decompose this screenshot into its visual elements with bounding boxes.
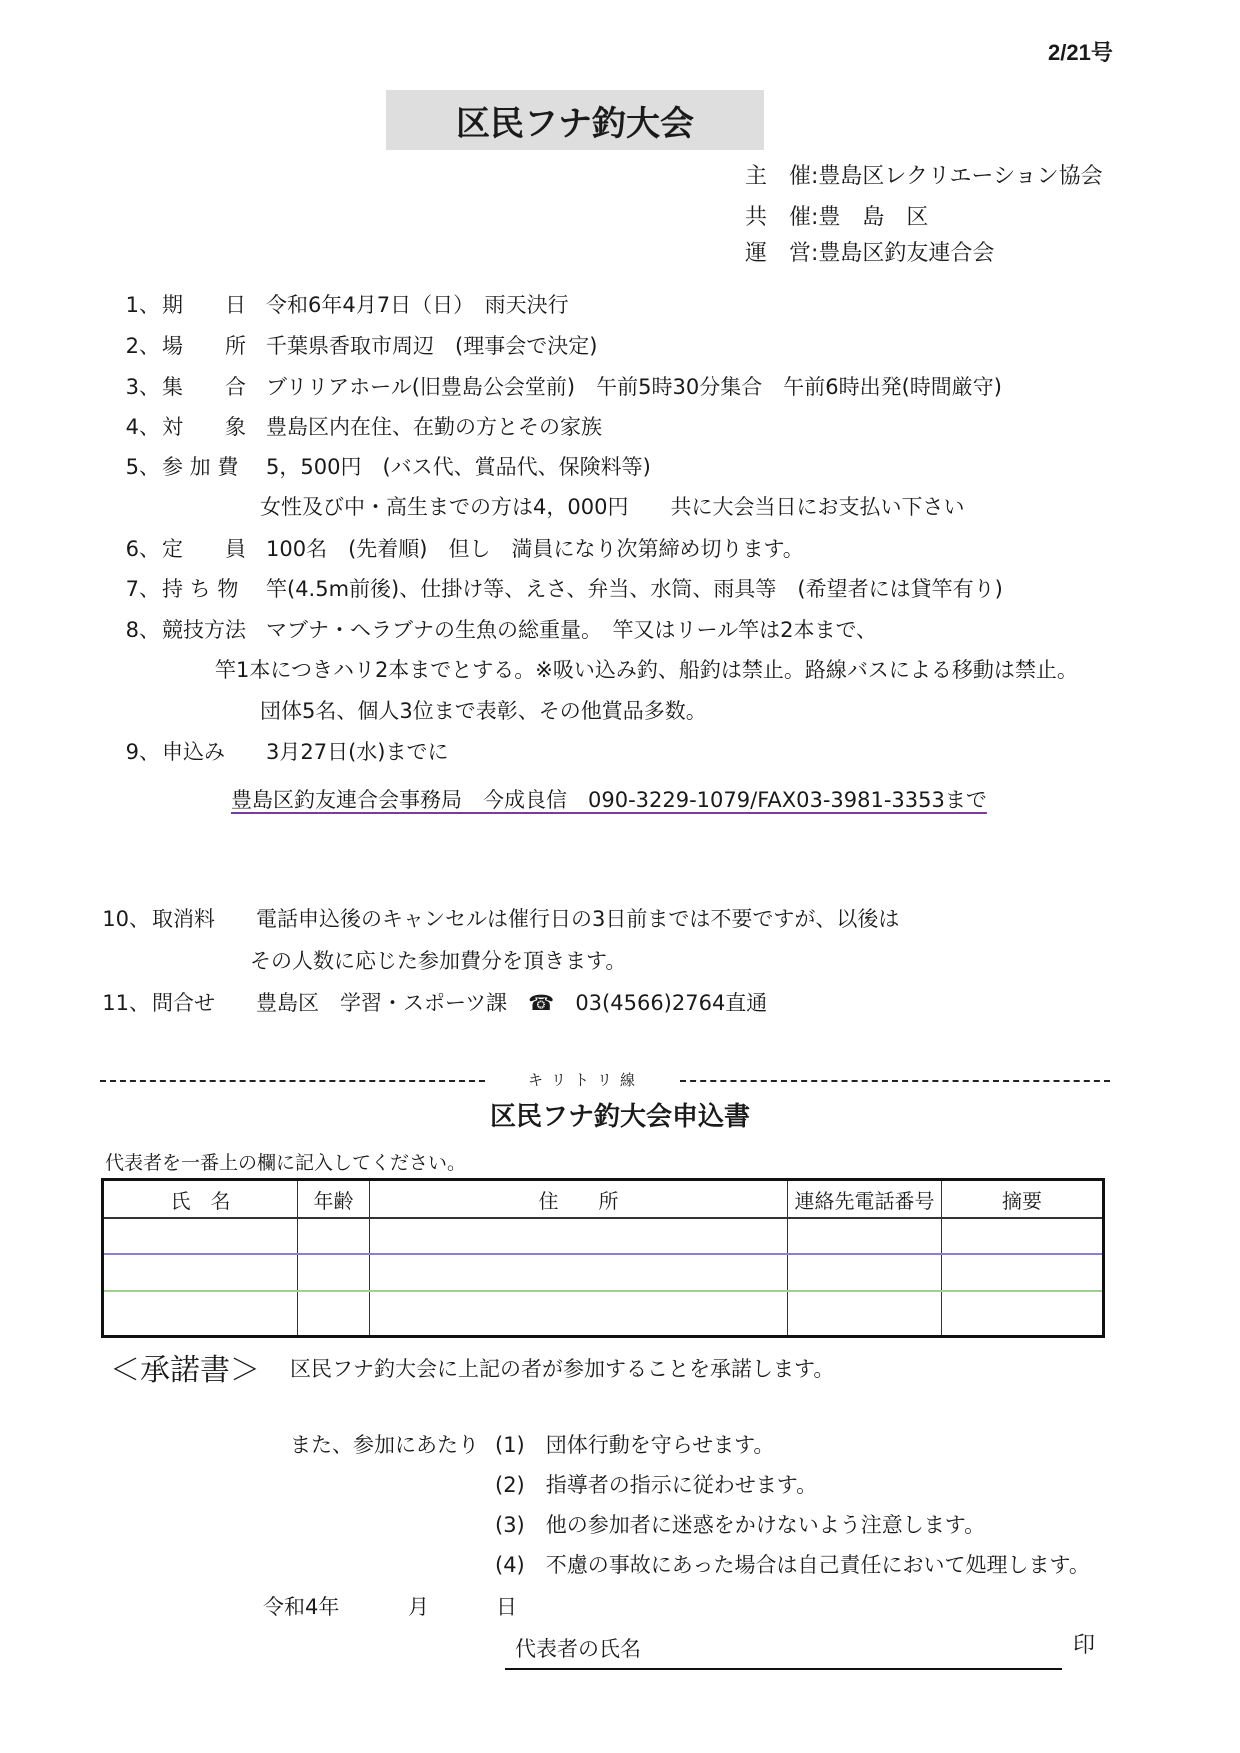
cut-line-label: キリトリ線 (528, 1071, 644, 1089)
cell-age[interactable] (298, 1291, 370, 1337)
item-label: 取消料 (152, 907, 215, 931)
item-text: 豊島区内在住、在勤の方とその家族 (266, 415, 602, 439)
organizer-label: 運 営: (745, 241, 819, 266)
cell-age[interactable] (298, 1218, 370, 1254)
cell-notes[interactable] (942, 1218, 1104, 1254)
cell-notes[interactable] (942, 1291, 1104, 1337)
table-row (103, 1291, 1104, 1337)
item-text: 令和6年4月7日（日） 雨天決行 (266, 293, 569, 317)
item-target (120, 414, 602, 440)
item-date (120, 292, 569, 318)
cell-name[interactable] (103, 1291, 298, 1337)
rule-item: (2) 指導者の指示に従わせます。 (495, 1473, 818, 1497)
header-name: 氏 名 (103, 1180, 298, 1219)
header-address: 住 所 (370, 1180, 788, 1219)
item-number: 6、 (125, 537, 160, 561)
item-place (120, 333, 597, 359)
item-cancel-note: その人数に応じた参加費分を頂きます。 (250, 949, 627, 973)
cell-phone[interactable] (788, 1218, 942, 1254)
consent-heading: ＜承諾書＞ (110, 1353, 260, 1388)
rule-item: (1) 団体行動を守らせます。 (495, 1433, 775, 1457)
table-row (103, 1218, 1104, 1254)
item-method (120, 617, 877, 643)
item-text: 電話申込後のキャンセルは催行日の3日前までは不要ですが、以後は (256, 907, 900, 931)
cell-age[interactable] (298, 1254, 370, 1290)
item-label: 参 加 費 (162, 455, 239, 479)
organizer-value: 豊島区レクリエーション協会 (818, 164, 1103, 189)
item-label: 競技方法 (162, 618, 246, 642)
date-day: 日 (496, 1595, 517, 1619)
cell-phone[interactable] (788, 1254, 942, 1290)
cut-line (100, 1069, 1110, 1093)
item-fee (120, 454, 651, 480)
item-number: 7、 (125, 577, 160, 601)
item-text: 100名 (先着順) 但し 満員になり次第締め切ります。 (266, 537, 804, 561)
seal-mark: 印 (1073, 1633, 1096, 1658)
cell-name[interactable] (103, 1254, 298, 1290)
signature-line[interactable] (505, 1668, 1062, 1670)
cut-line-right (680, 1080, 1110, 1082)
contact-line: 豊島区釣友連合会事務局 今成良信 090-3229-1079/FAX03-3981-3353まで (231, 788, 987, 812)
item-capacity (120, 536, 804, 562)
table-row (103, 1254, 1104, 1290)
item-number: 4、 (125, 415, 160, 439)
item-label: 持 ち 物 (162, 577, 239, 601)
date-era-year: 令和4年 (263, 1595, 340, 1619)
header-age: 年齢 (298, 1180, 370, 1219)
item-text: 3月27日(水)までに (266, 740, 449, 764)
item-label: 期 日 (162, 293, 246, 317)
item-number: 9、 (125, 740, 160, 764)
date-month: 月 (408, 1595, 429, 1619)
organizer-co-host (745, 204, 928, 232)
item-number: 8、 (125, 618, 160, 642)
cell-address[interactable] (370, 1291, 788, 1337)
table-header-row (103, 1180, 1104, 1219)
item-label: 対 象 (162, 415, 246, 439)
item-text: ブリリアホール(旧豊島公会堂前) 午前5時30分集合 午前6時出発(時間厳守) (266, 375, 1002, 399)
item-text: 千葉県香取市周辺 (理事会で決定) (266, 334, 598, 358)
item-number: 5、 (125, 455, 160, 479)
page-title: 区民フナ釣大会 (386, 90, 764, 150)
item-fee-note: 女性及び中・高生までの方は4，000円 共に大会当日にお支払い下さい (260, 495, 965, 519)
item-label: 定 員 (162, 537, 246, 561)
item-label: 場 所 (162, 334, 246, 358)
item-text: 豊島区 学習・スポーツ課 ☎ 03(4566)2764直通 (256, 991, 768, 1015)
item-belongings (120, 576, 1003, 602)
signature-label: 代表者の氏名 (515, 1637, 641, 1661)
item-method-awards: 団体5名、個人3位まで表彰、その他賞品多数。 (260, 699, 707, 723)
rule-item: (4) 不慮の事故にあった場合は自己責任において処理します。 (495, 1553, 1090, 1577)
header-phone: 連絡先電話番号 (788, 1180, 942, 1219)
application-table (101, 1178, 1105, 1338)
header-notes: 摘要 (942, 1180, 1104, 1219)
item-label: 集 合 (162, 375, 246, 399)
item-cancel (100, 906, 899, 932)
cell-name[interactable] (103, 1218, 298, 1254)
item-text: マブナ・ヘラブナの生魚の総重量。 竿又はリール竿は2本まで、 (266, 618, 878, 642)
rule-item: (3) 他の参加者に迷惑をかけないよう注意します。 (495, 1513, 986, 1537)
item-meeting (120, 374, 1002, 400)
item-text: 5，500円 (バス代、賞品代、保険料等) (266, 455, 651, 479)
item-number: 10、 (102, 907, 150, 931)
organizer-value: 豊 島 区 (818, 205, 929, 230)
form-instruction: 代表者を一番上の欄に記入してください。 (105, 1152, 467, 1174)
item-number: 3、 (125, 375, 160, 399)
rules-lead: また、参加にあたり (290, 1433, 479, 1457)
organizer-label: 共 催: (745, 205, 819, 230)
form-title: 区民フナ釣大会申込書 (489, 1102, 750, 1132)
organizer-value: 豊島区釣友連合会 (818, 241, 995, 266)
organizer-host (745, 163, 1103, 191)
item-apply (120, 739, 448, 765)
cell-notes[interactable] (942, 1254, 1104, 1290)
consent-text: 区民フナ釣大会に上記の者が参加することを承諾します。 (290, 1357, 835, 1381)
item-number: 1、 (125, 293, 160, 317)
item-number: 11、 (102, 991, 150, 1015)
organizer-operator (745, 240, 994, 268)
item-label: 問合せ (152, 991, 215, 1015)
item-label: 申込み (162, 740, 225, 764)
organizer-label: 主 催: (745, 164, 819, 189)
item-method-note: 竿1本につきハリ2本までとする。※吸い込み釣、船釣は禁止。路線バスによる移動は禁止。 (215, 658, 1078, 682)
cell-address[interactable] (370, 1218, 788, 1254)
cell-address[interactable] (370, 1254, 788, 1290)
cell-phone[interactable] (788, 1291, 942, 1337)
item-text: 竿(4.5m前後)、仕掛け等、えさ、弁当、水筒、雨具等 (希望者には貸竿有り) (266, 577, 1003, 601)
item-number: 2、 (125, 334, 160, 358)
item-inquiry (100, 990, 767, 1016)
cut-line-left (100, 1080, 485, 1082)
issue-number: 2/21号 (1048, 40, 1113, 65)
